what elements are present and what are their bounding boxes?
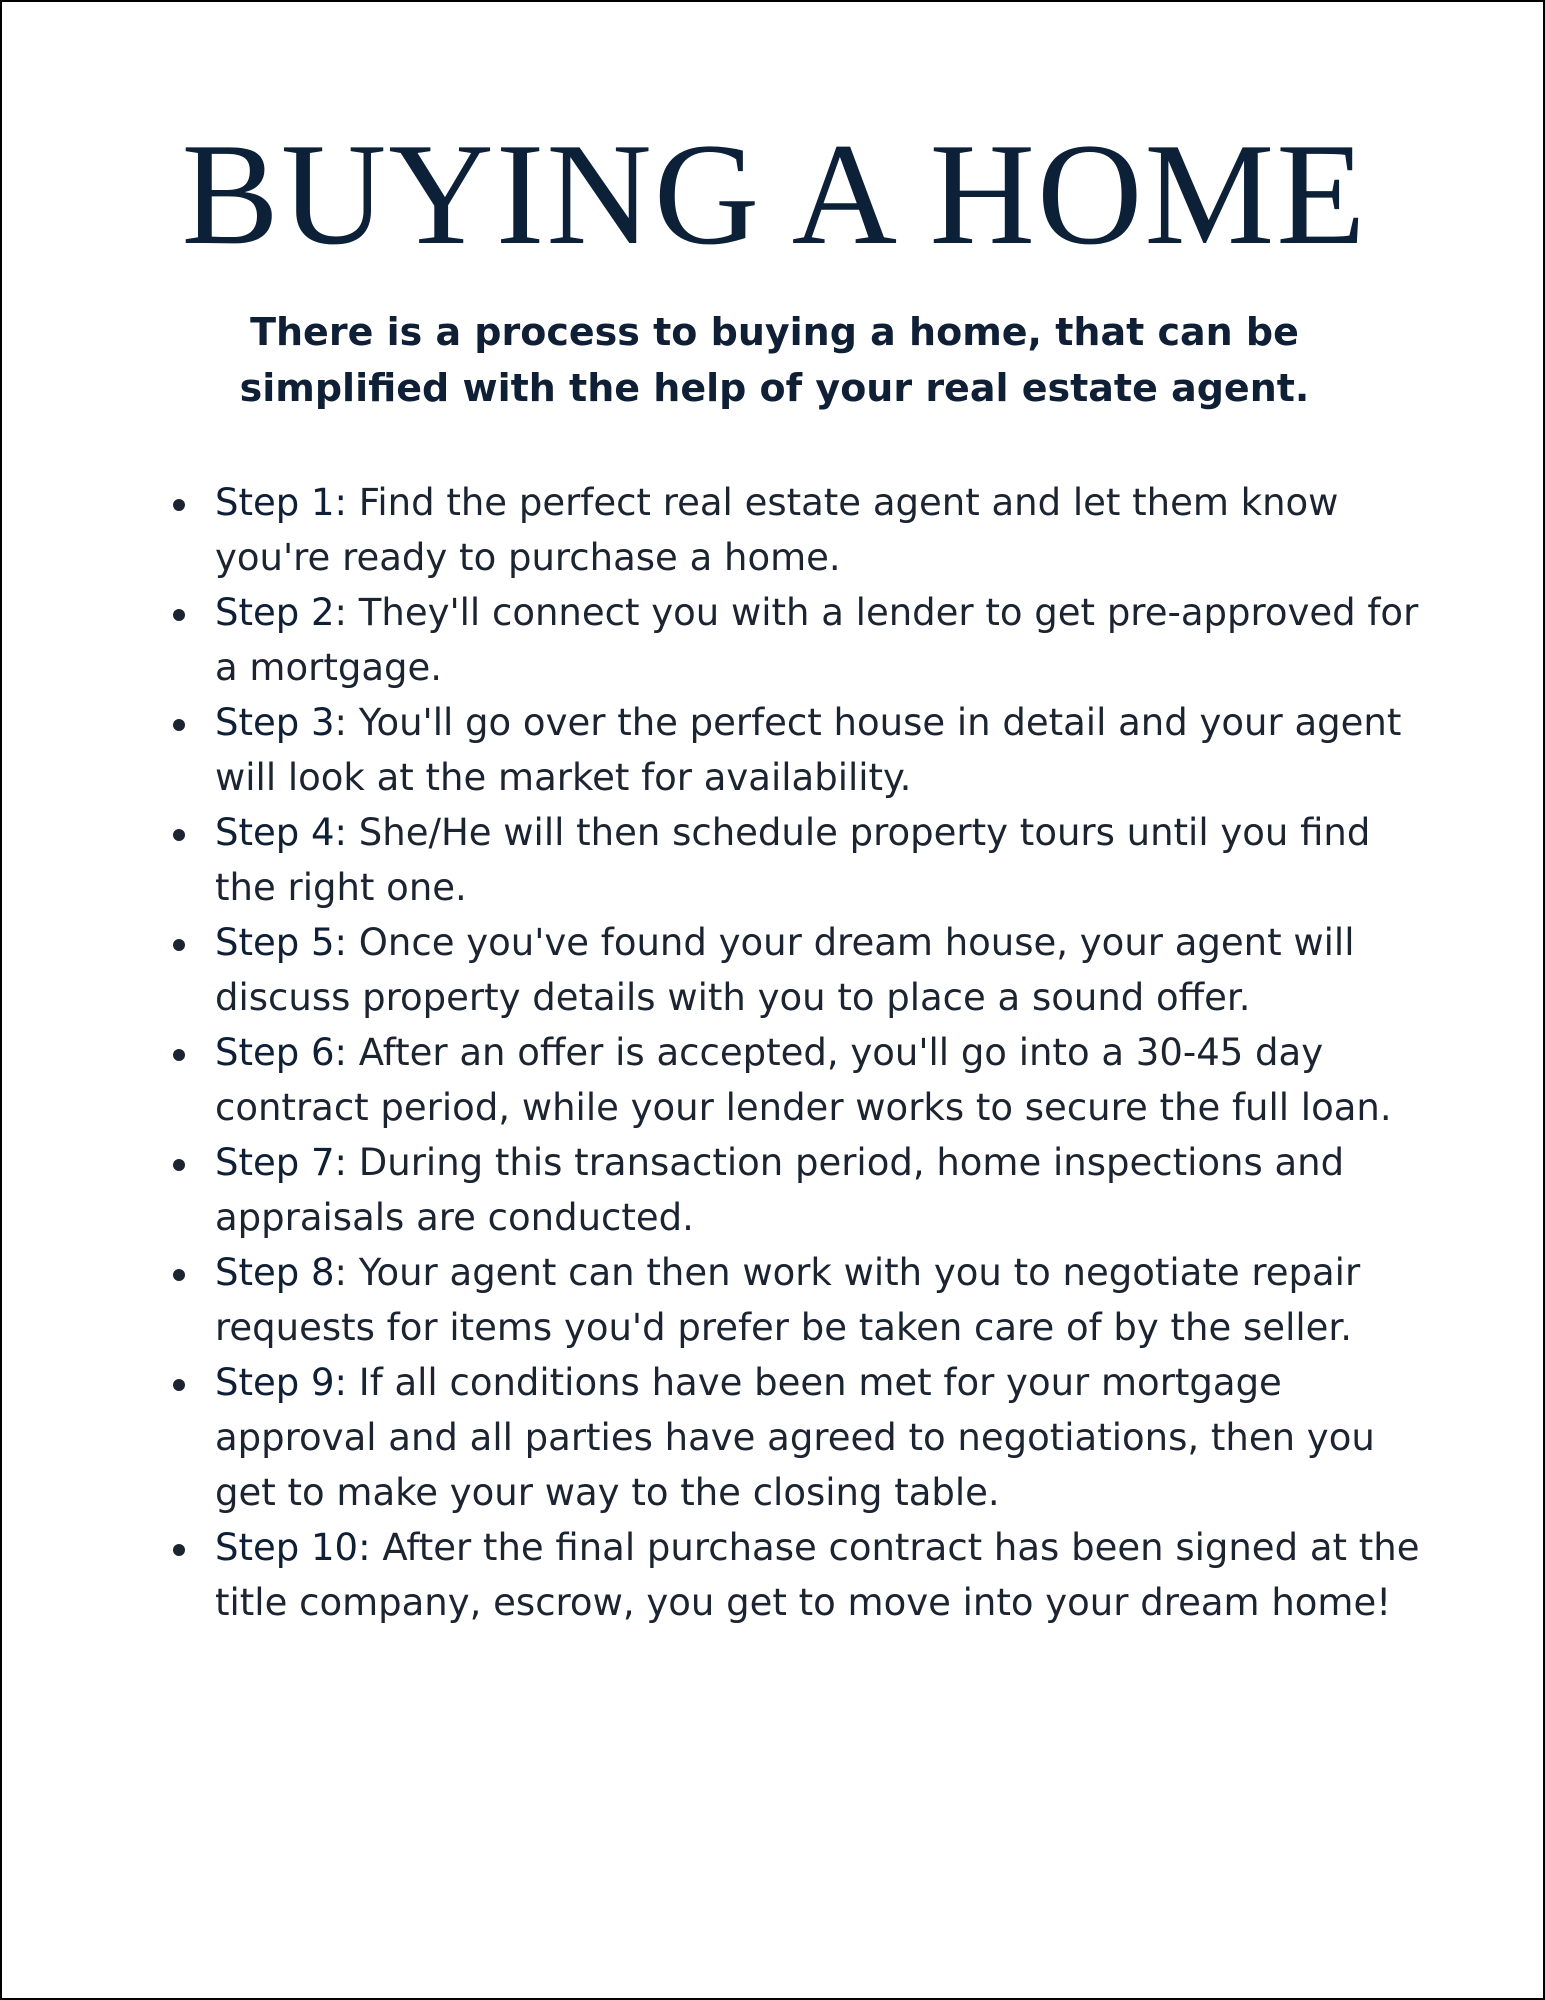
- step-label: Step 7:: [215, 1141, 348, 1184]
- step-label: Step 5:: [215, 921, 348, 964]
- bullet-icon: [173, 1544, 185, 1556]
- step-text: She/He will then schedule property tours until you find the right one.: [215, 811, 1371, 909]
- step-text: If all conditions have been met for your mortgage approval and all parties have agreed to negotiations, then you get to make your way to the closing table.: [215, 1361, 1375, 1514]
- bullet-icon: [173, 1269, 185, 1281]
- bullet-icon: [173, 719, 185, 731]
- step-text: Once you've found your dream house, your agent will discuss property details with you to place a sound offer.: [215, 921, 1355, 1019]
- step-text: Find the perfect real estate agent and let them know you're ready to purchase a home.: [215, 481, 1339, 579]
- step-item: [173, 1520, 1423, 1630]
- step-text: : You'll go over the perfect house in detail and your agent will look at the market for availability.: [215, 701, 1402, 799]
- step-text: After an offer is accepted, you'll go into a 30-45 day contract period, while your lender works to secure the full loan.: [215, 1031, 1392, 1129]
- step-item: [173, 1355, 1423, 1520]
- bullet-icon: [173, 609, 185, 621]
- step-item: [173, 1245, 1423, 1355]
- bullet-icon: [173, 1379, 185, 1391]
- step-label: Step 9:: [215, 1361, 348, 1404]
- step-label: Step 8: [215, 1251, 335, 1294]
- step-item: [173, 585, 1423, 695]
- step-item: [173, 805, 1423, 915]
- step-item: [173, 1135, 1423, 1245]
- bullet-icon: [173, 1159, 185, 1171]
- intro-line-1: There is a process to buying a home, that can be: [250, 310, 1299, 354]
- step-label: Step 10:: [215, 1526, 371, 1569]
- bullet-icon: [173, 939, 185, 951]
- bullet-icon: [173, 499, 185, 511]
- step-text: After the final purchase contract has been signed at the title company, escrow, you get to move into your dream home!: [215, 1526, 1420, 1624]
- step-item: [173, 695, 1423, 805]
- bullet-icon: [173, 1049, 185, 1061]
- step-label: Step 3: [215, 701, 335, 744]
- intro-text: [2, 304, 1545, 416]
- step-text: : They'll connect you with a lender to get pre-approved for a mortgage.: [215, 591, 1419, 689]
- step-label: Step 6:: [215, 1031, 348, 1074]
- step-text: During this transaction period, home inspections and appraisals are conducted.: [215, 1141, 1345, 1239]
- steps-list: [173, 475, 1423, 1630]
- step-item: [173, 475, 1423, 585]
- page-title: BUYING A HOME: [181, 113, 1368, 275]
- step-item: [173, 1025, 1423, 1135]
- step-text: : Your agent can then work with you to negotiate repair requests for items you'd prefer be taken care of by the seller.: [215, 1251, 1361, 1349]
- bullet-icon: [173, 829, 185, 841]
- step-item: [173, 915, 1423, 1025]
- step-label: Step 1:: [215, 481, 348, 524]
- step-label: Step 4:: [215, 811, 348, 854]
- step-label: Step 2: [215, 591, 335, 634]
- intro-line-2: simplified with the help of your real estate agent.: [239, 366, 1310, 410]
